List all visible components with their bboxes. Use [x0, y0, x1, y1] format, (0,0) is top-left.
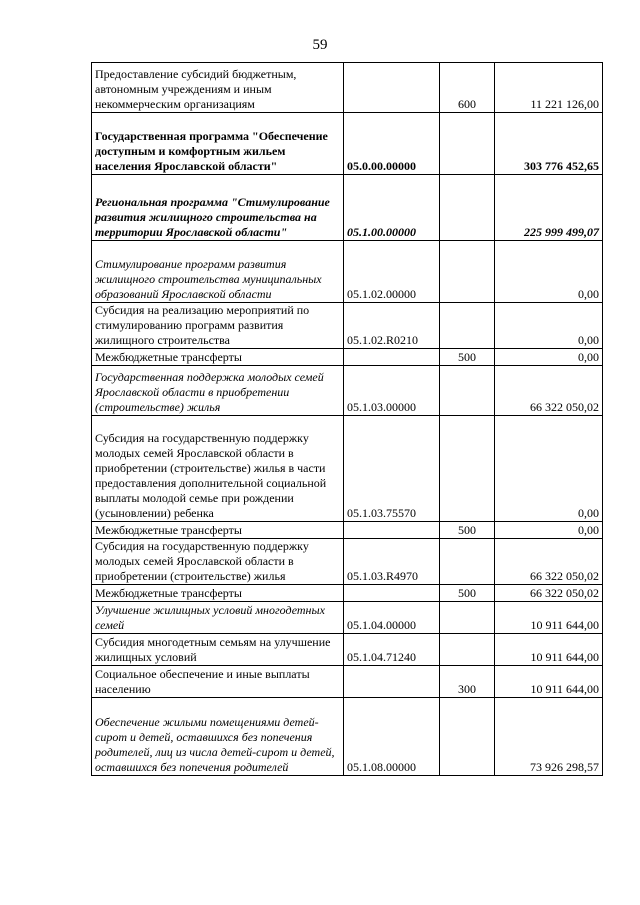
- row-sum-cell: 11 221 126,00: [495, 63, 603, 113]
- row-name-cell: Субсидия на реализацию мероприятий по стимулированию программ развития жилищного строительства: [92, 303, 344, 349]
- row-name-cell: Субсидия на государственную поддержку молодых семей Ярославской области в приобретении (строительстве) жилья в части предоставления дополнительной социальной выплаты молодой семье при рождении (усыновлении) ребенка: [92, 416, 344, 522]
- row-code-cell: 05.1.04.00000: [344, 602, 440, 634]
- table-row: [92, 175, 603, 241]
- table-row: [92, 416, 603, 522]
- row-sum-cell: 10 911 644,00: [495, 666, 603, 698]
- row-sum-cell: 10 911 644,00: [495, 602, 603, 634]
- row-expense-type-cell: [440, 175, 495, 241]
- row-sum-cell: 303 776 452,65: [495, 113, 603, 175]
- row-expense-type-cell: [440, 634, 495, 666]
- row-name-cell: Предоставление субсидий бюджетным, автономным учреждениям и иным некоммерческим организациям: [92, 63, 344, 113]
- table-row: [92, 585, 603, 602]
- row-expense-type-cell: [440, 539, 495, 585]
- table-row: [92, 698, 603, 776]
- row-expense-type-cell: 500: [440, 585, 495, 602]
- row-code-cell: 05.1.04.71240: [344, 634, 440, 666]
- row-sum-cell: 0,00: [495, 303, 603, 349]
- row-sum-cell: 66 322 050,02: [495, 539, 603, 585]
- row-sum-cell: 0,00: [495, 522, 603, 539]
- row-code-cell: 05.1.03.R4970: [344, 539, 440, 585]
- row-expense-type-cell: [440, 366, 495, 416]
- row-expense-type-cell: [440, 113, 495, 175]
- table-row: [92, 366, 603, 416]
- row-sum-cell: 73 926 298,57: [495, 698, 603, 776]
- table-row: [92, 522, 603, 539]
- row-expense-type-cell: 500: [440, 349, 495, 366]
- table-row: [92, 241, 603, 303]
- row-code-cell: 05.1.02.R0210: [344, 303, 440, 349]
- page-number: 59: [312, 37, 328, 53]
- row-sum-cell: 225 999 499,07: [495, 175, 603, 241]
- row-sum-cell: 0,00: [495, 416, 603, 522]
- budget-table-body: [92, 63, 603, 776]
- table-row: [92, 539, 603, 585]
- row-code-cell: 05.0.00.00000: [344, 113, 440, 175]
- row-name-cell: Межбюджетные трансферты: [92, 522, 344, 539]
- row-code-cell: [344, 522, 440, 539]
- row-code-cell: 05.1.03.00000: [344, 366, 440, 416]
- row-sum-cell: 10 911 644,00: [495, 634, 603, 666]
- row-code-cell: [344, 63, 440, 113]
- row-name-cell: Субсидия на государственную поддержку молодых семей Ярославской области в приобретении (строительстве) жилья: [92, 539, 344, 585]
- row-expense-type-cell: 600: [440, 63, 495, 113]
- table-row: [92, 634, 603, 666]
- table-row: [92, 113, 603, 175]
- row-name-cell: Стимулирование программ развития жилищного строительства муниципальных образований Ярославской области: [92, 241, 344, 303]
- row-expense-type-cell: 500: [440, 522, 495, 539]
- row-expense-type-cell: [440, 602, 495, 634]
- row-sum-cell: 66 322 050,02: [495, 366, 603, 416]
- row-sum-cell: 66 322 050,02: [495, 585, 603, 602]
- row-name-cell: Субсидия многодетным семьям на улучшение жилищных условий: [92, 634, 344, 666]
- row-name-cell: Обеспечение жилыми помещениями детей-сирот и детей, оставшихся без попечения родителей, лиц из числа детей-сирот и детей, оставшихся без попечения родителей: [92, 698, 344, 776]
- row-code-cell: 05.1.02.00000: [344, 241, 440, 303]
- table-row: [92, 602, 603, 634]
- row-name-cell: Государственная поддержка молодых семей Ярославской области в приобретении (строительстве) жилья: [92, 366, 344, 416]
- row-name-cell: Государственная программа "Обеспечение доступным и комфортным жильем населения Ярославской области": [92, 113, 344, 175]
- row-name-cell: Региональная программа "Стимулирование развития жилищного строительства на территории Ярославской области": [92, 175, 344, 241]
- table-row: [92, 303, 603, 349]
- row-name-cell: Межбюджетные трансферты: [92, 349, 344, 366]
- row-expense-type-cell: [440, 416, 495, 522]
- row-sum-cell: 0,00: [495, 349, 603, 366]
- row-code-cell: 05.1.00.00000: [344, 175, 440, 241]
- row-sum-cell: 0,00: [495, 241, 603, 303]
- row-name-cell: Улучшение жилищных условий многодетных семей: [92, 602, 344, 634]
- row-code-cell: [344, 349, 440, 366]
- row-expense-type-cell: [440, 698, 495, 776]
- row-code-cell: [344, 585, 440, 602]
- table-row: [92, 666, 603, 698]
- row-code-cell: 05.1.03.75570: [344, 416, 440, 522]
- row-code-cell: 05.1.08.00000: [344, 698, 440, 776]
- row-expense-type-cell: [440, 303, 495, 349]
- table-row: [92, 63, 603, 113]
- row-name-cell: Социальное обеспечение и иные выплаты населению: [92, 666, 344, 698]
- budget-table: [91, 62, 603, 776]
- table-row: [92, 349, 603, 366]
- row-code-cell: [344, 666, 440, 698]
- row-expense-type-cell: [440, 241, 495, 303]
- row-name-cell: Межбюджетные трансферты: [92, 585, 344, 602]
- row-expense-type-cell: 300: [440, 666, 495, 698]
